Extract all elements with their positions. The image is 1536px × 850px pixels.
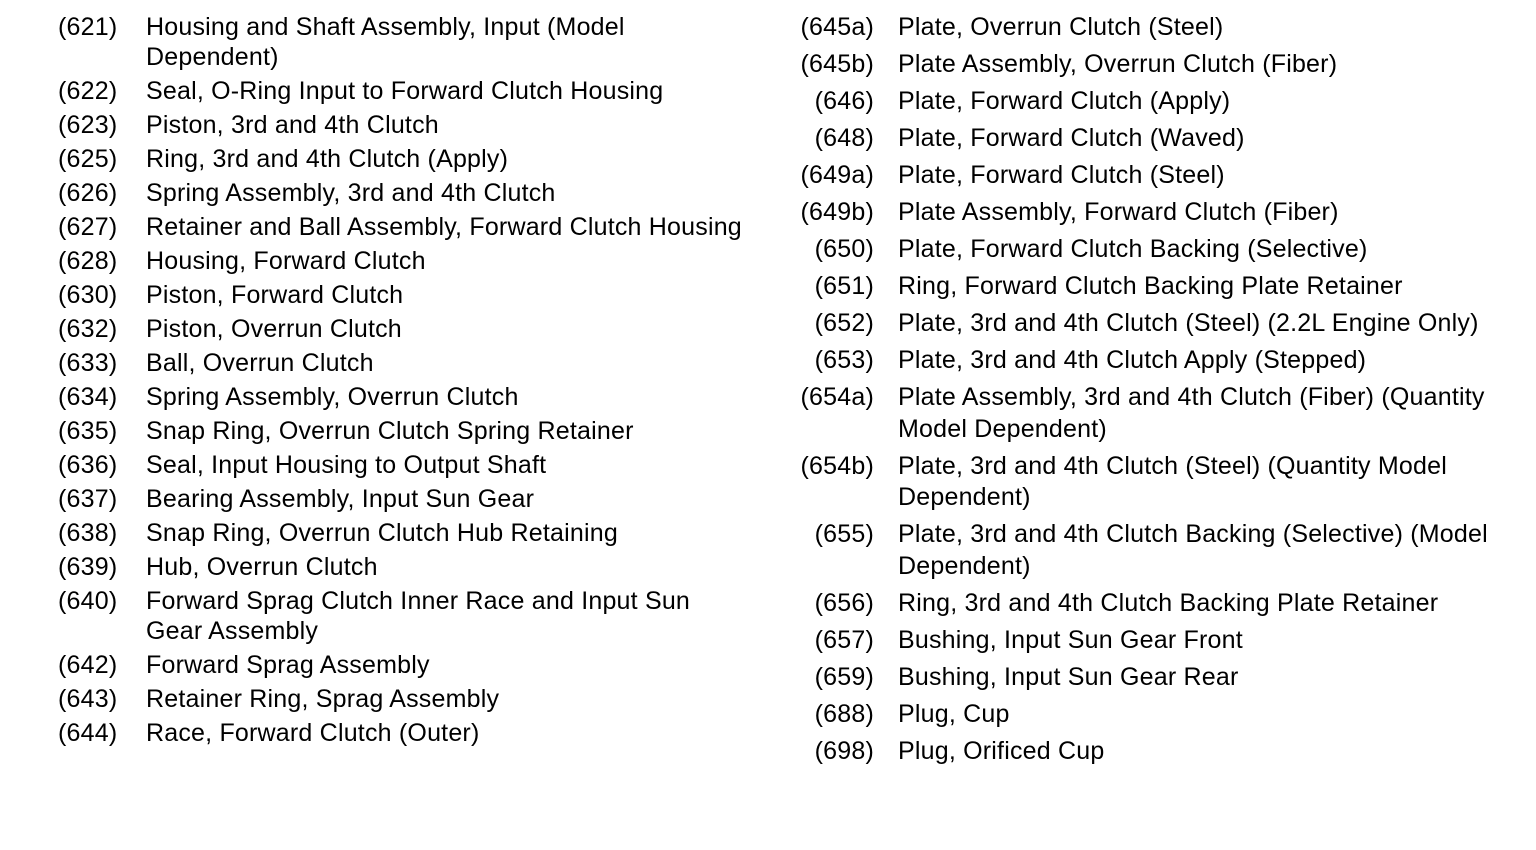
part-number: (621) (58, 13, 118, 41)
part-description: Seal, O-Ring Input to Forward Clutch Housing (146, 77, 664, 105)
part-description: Bushing, Input Sun Gear Rear (898, 662, 1239, 691)
part-number: (688) (814, 699, 874, 728)
part-number: (632) (58, 315, 118, 343)
part-description: Plate, Forward Clutch Backing (Selective) (898, 235, 1368, 263)
part-description: Ring, 3rd and 4th Clutch (Apply) (146, 145, 509, 173)
part-number: (630) (58, 281, 118, 309)
list-item (58, 348, 748, 378)
list-item (792, 345, 1492, 377)
part-number: (636) (58, 451, 118, 479)
list-item (792, 197, 1492, 229)
list-item (58, 144, 748, 174)
part-description: Plate, 3rd and 4th Clutch (Steel) (2.2L Engine Only) (898, 309, 1479, 337)
part-number: (655) (814, 520, 874, 548)
list-item (792, 736, 1492, 768)
part-number: (652) (814, 309, 874, 337)
list-item (58, 650, 748, 680)
list-item (792, 308, 1492, 340)
part-number: (625) (58, 145, 118, 173)
part-number: (640) (58, 587, 118, 615)
part-number: (634) (58, 383, 118, 411)
part-number: (698) (814, 736, 874, 765)
part-description: Spring Assembly, 3rd and 4th Clutch (146, 179, 556, 207)
list-item (792, 519, 1492, 582)
part-description: Snap Ring, Overrun Clutch Hub Retaining (146, 519, 618, 547)
part-number: (646) (814, 87, 874, 115)
part-number: (649a) (800, 161, 874, 189)
list-item (58, 76, 748, 106)
part-number: (656) (814, 588, 874, 617)
part-number: (648) (814, 124, 874, 152)
part-description: Piston, Forward Clutch (146, 281, 404, 309)
part-description: Snap Ring, Overrun Clutch Spring Retainer (146, 417, 634, 445)
part-description: Plate, Forward Clutch (Apply) (898, 87, 1231, 115)
list-item (58, 518, 748, 548)
part-number: (657) (814, 625, 874, 654)
list-item (792, 662, 1492, 694)
right-column (792, 12, 1492, 773)
part-description: Spring Assembly, Overrun Clutch (146, 383, 519, 411)
part-description: Plate, 3rd and 4th Clutch Apply (Stepped) (898, 346, 1367, 374)
list-item (58, 212, 748, 242)
list-item (58, 314, 748, 344)
list-item (792, 271, 1492, 303)
list-item (792, 625, 1492, 657)
list-item (58, 718, 748, 748)
part-description: Plate Assembly, 3rd and 4th Clutch (Fiber) (Quantity Model Dependent) (898, 383, 1485, 443)
list-item (58, 178, 748, 208)
part-description: Plate, Forward Clutch (Steel) (898, 161, 1225, 189)
part-number: (654a) (800, 383, 874, 411)
part-number: (644) (58, 719, 118, 747)
part-number: (622) (58, 77, 118, 105)
list-item (58, 382, 748, 412)
list-item (58, 484, 748, 514)
part-description: Plate, Overrun Clutch (Steel) (898, 13, 1224, 41)
part-number: (643) (58, 685, 118, 713)
list-item (58, 110, 748, 140)
list-item (792, 123, 1492, 155)
part-description: Plug, Cup (898, 699, 1010, 728)
part-description: Plate Assembly, Forward Clutch (Fiber) (898, 198, 1339, 226)
list-item (792, 699, 1492, 731)
list-item (58, 684, 748, 714)
part-description: Race, Forward Clutch (Outer) (146, 719, 480, 747)
part-description: Forward Sprag Assembly (146, 651, 430, 679)
list-item (792, 12, 1492, 44)
list-item (792, 451, 1492, 514)
list-item (792, 86, 1492, 118)
part-description: Hub, Overrun Clutch (146, 553, 378, 581)
part-description: Ball, Overrun Clutch (146, 349, 374, 377)
list-item (58, 416, 748, 446)
part-number: (626) (58, 179, 118, 207)
part-description: Piston, 3rd and 4th Clutch (146, 111, 439, 139)
part-description: Housing and Shaft Assembly, Input (Model Dependent) (146, 13, 625, 71)
left-column (58, 12, 748, 752)
part-number: (639) (58, 553, 118, 581)
part-description: Retainer Ring, Sprag Assembly (146, 685, 500, 713)
list-item (58, 12, 748, 72)
part-description: Plate, Forward Clutch (Waved) (898, 124, 1245, 152)
part-number: (650) (814, 235, 874, 263)
list-item (792, 49, 1492, 81)
part-description: Plate, 3rd and 4th Clutch Backing (Selective) (Model Dependent) (898, 520, 1488, 580)
part-description: Seal, Input Housing to Output Shaft (146, 451, 547, 479)
list-item (58, 586, 748, 646)
part-description: Plug, Orificed Cup (898, 736, 1105, 765)
part-number: (645a) (800, 13, 874, 41)
part-number: (651) (814, 272, 874, 300)
list-item (58, 552, 748, 582)
list-item (58, 280, 748, 310)
part-number: (628) (58, 247, 118, 275)
part-number: (654b) (800, 451, 874, 480)
list-item (792, 382, 1492, 445)
part-number: (645b) (800, 50, 874, 78)
part-number: (642) (58, 651, 118, 679)
part-description: Housing, Forward Clutch (146, 247, 426, 275)
part-description: Plate Assembly, Overrun Clutch (Fiber) (898, 50, 1338, 78)
part-description: Ring, Forward Clutch Backing Plate Retainer (898, 272, 1403, 300)
part-number: (637) (58, 485, 118, 513)
list-item (58, 450, 748, 480)
part-number: (627) (58, 213, 118, 241)
part-number: (653) (814, 346, 874, 374)
part-number: (649b) (800, 198, 874, 226)
part-number: (659) (814, 662, 874, 691)
list-item (792, 588, 1492, 620)
part-description: Forward Sprag Clutch Inner Race and Input Sun Gear Assembly (146, 587, 691, 645)
part-description: Piston, Overrun Clutch (146, 315, 402, 343)
list-item (792, 234, 1492, 266)
part-number: (638) (58, 519, 118, 547)
list-item (58, 246, 748, 276)
part-description: Ring, 3rd and 4th Clutch Backing Plate Retainer (898, 588, 1439, 617)
part-number: (623) (58, 111, 118, 139)
part-description: Plate, 3rd and 4th Clutch (Steel) (Quantity Model Dependent) (898, 451, 1447, 511)
part-description: Bushing, Input Sun Gear Front (898, 625, 1243, 654)
list-item (792, 160, 1492, 192)
part-number: (635) (58, 417, 118, 445)
part-number: (633) (58, 349, 118, 377)
part-description: Retainer and Ball Assembly, Forward Clutch Housing (146, 213, 742, 241)
part-description: Bearing Assembly, Input Sun Gear (146, 485, 535, 513)
